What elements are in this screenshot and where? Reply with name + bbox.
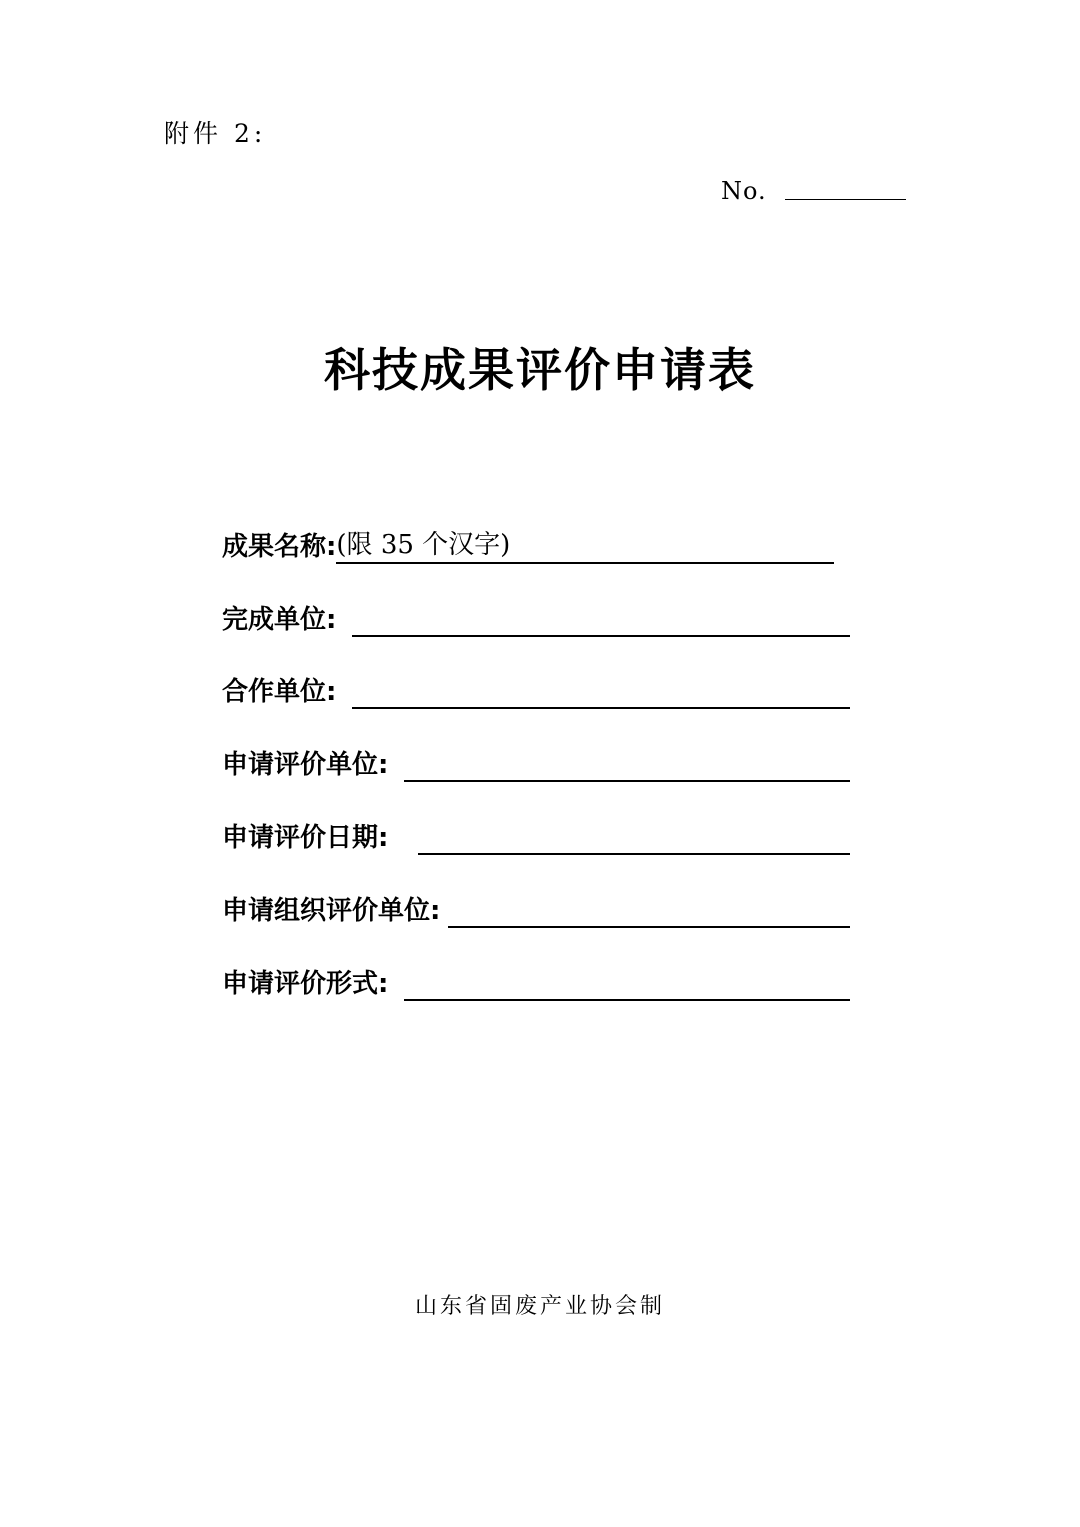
form-row-application-date (222, 818, 850, 858)
attachment-label: 附件 2: (164, 119, 267, 148)
number-input-line[interactable] (785, 197, 906, 200)
field-label-evaluation-form: 申请评价形式: (222, 969, 389, 999)
form-row-evaluation-form (222, 964, 850, 1004)
form-row-cooperating-unit (222, 672, 850, 712)
document-number (721, 176, 906, 206)
organizing-unit-input[interactable] (448, 893, 850, 928)
applying-unit-input[interactable] (404, 747, 850, 782)
field-label-cooperating-unit: 合作单位: (222, 677, 337, 707)
issuer-footer: 山东省固废产业协会制 (414, 1294, 665, 1319)
cooperating-unit-input[interactable] (352, 674, 850, 709)
form-row-completing-unit (222, 600, 850, 640)
page-title: 科技成果评价申请表 (324, 343, 756, 397)
form-row-organizing-unit (222, 891, 850, 931)
field-label-applying-unit: 申请评价单位: (222, 750, 389, 780)
application-date-input[interactable] (418, 820, 850, 855)
form-row-applying-unit (222, 745, 850, 785)
field-label-achievement-name: 成果名称: (222, 532, 337, 562)
field-label-completing-unit: 完成单位: (222, 605, 337, 635)
completing-unit-input[interactable] (352, 602, 850, 637)
field-label-application-date: 申请评价日期: (222, 823, 389, 853)
achievement-name-input[interactable]: (限 35 个汉字) (336, 529, 834, 564)
evaluation-form-input[interactable] (404, 966, 850, 1001)
form-row-achievement-name (222, 527, 834, 567)
number-label: No. (721, 177, 767, 205)
field-label-organizing-unit: 申请组织评价单位: (222, 896, 441, 926)
